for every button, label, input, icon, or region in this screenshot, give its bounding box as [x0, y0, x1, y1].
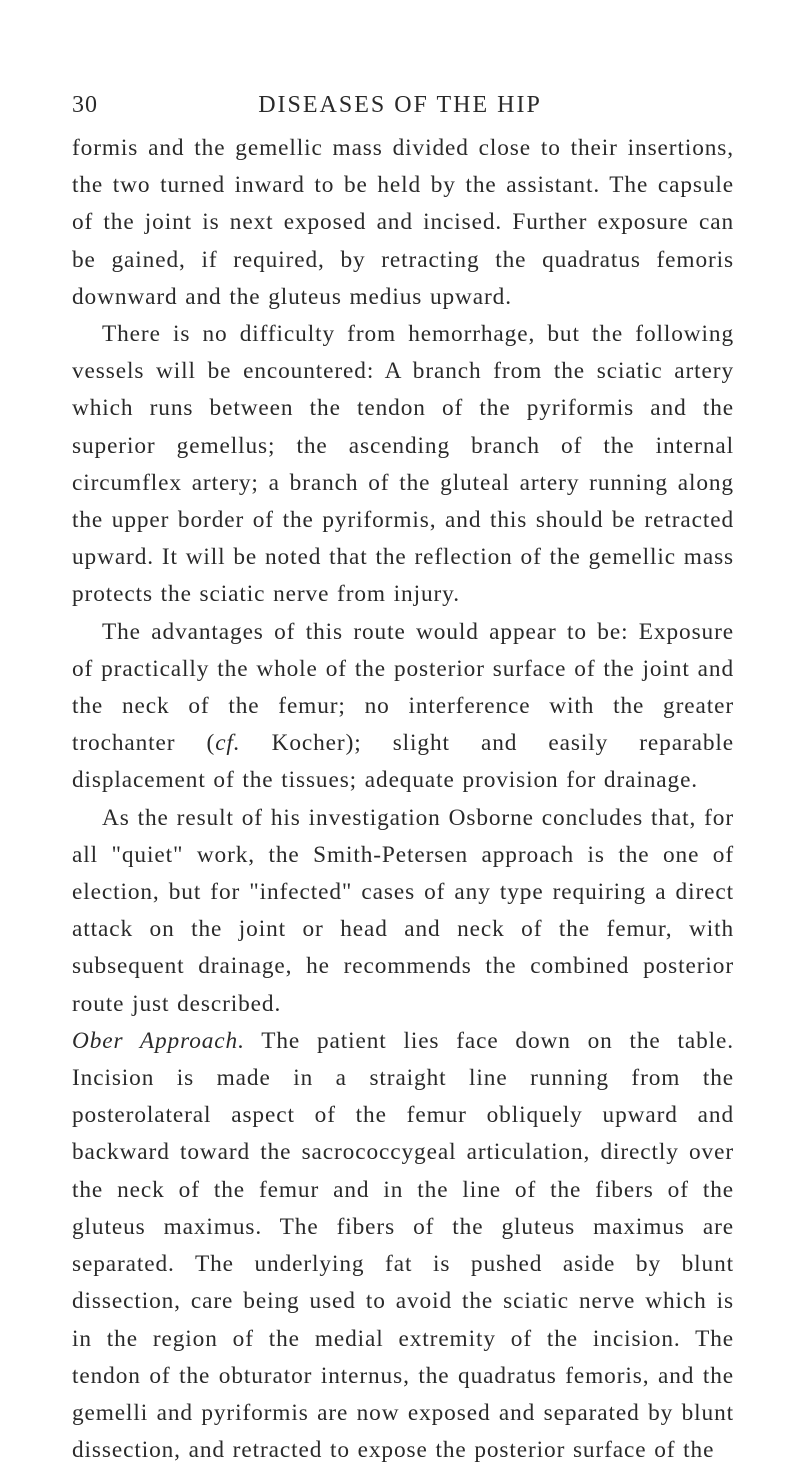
running-head: DISEASES OF THE HIP — [258, 92, 542, 118]
paragraph-3-text-b: Kocher); slight and easily reparable displacement of the tissues; adequate provision for drainage. — [72, 730, 734, 794]
paragraph-1: formis and the gemellic mass divided close to their insertions, the two turned inward to be held by the assistant. The capsule of the joint is next exposed and incised. Further exposure can be gained, if required, by retracting the quadratus femoris downward and the gluteus medius upward. — [72, 135, 734, 310]
paragraph-3-italic-cf: cf. — [215, 730, 241, 757]
paragraph-3 — [72, 614, 734, 800]
section-heading-ober-approach: Ober Approach. — [72, 1027, 245, 1054]
page-number: 30 — [72, 92, 98, 118]
paragraph-5 — [72, 1023, 734, 1469]
paragraph-3-text-a: The advantages of this route would appear to be: Exposure of practically the whole of the posterior surface of the joint and the neck of the femur; no interference with the greater trochanter ( — [72, 618, 734, 757]
page-header — [0, 92, 800, 122]
paragraph-2: There is no difficulty from hemorrhage, but the following vessels will be encountered: A branch from the sciatic artery which runs between the tendon of the pyriformis and the superior gemellus; the ascending branch of the internal circumflex artery; a branch of the gluteal artery running along the upper border of the pyriformis, and this should be retracted upward. It will be noted that the reflection of the gemellic mass protects the sciatic nerve from injury. — [72, 321, 734, 608]
paragraph-5-text: The patient lies face down on the table. Incision is made in a straight line running from the posterolateral aspect of the femur obliquely upward and backward toward the sacrococcygeal articulation, directly over the neck of the femur and in the line of the fibers of the gluteus maximus. The fibers of the gluteus maximus are separated. The underlying fat is pushed aside by blunt dissection, care being used to avoid the sciatic nerve which is in the region of the medial extremity of the incision. The tendon of the obturator internus, the quadratus femoris, and the gemelli and pyriformis are now exposed and separated by blunt dissection, and retracted to expose the posterior surface of the — [72, 1027, 734, 1464]
body-text — [72, 130, 734, 1469]
paragraph-4: As the result of his investigation Osborne concludes that, for all "quiet" work, the Smith-Petersen approach is the one of election, but for "infected" cases of any type requiring a direct attack on the joint or head and neck of the femur, with subsequent drainage, he recommends the combined posterior route just described. — [72, 804, 734, 1017]
